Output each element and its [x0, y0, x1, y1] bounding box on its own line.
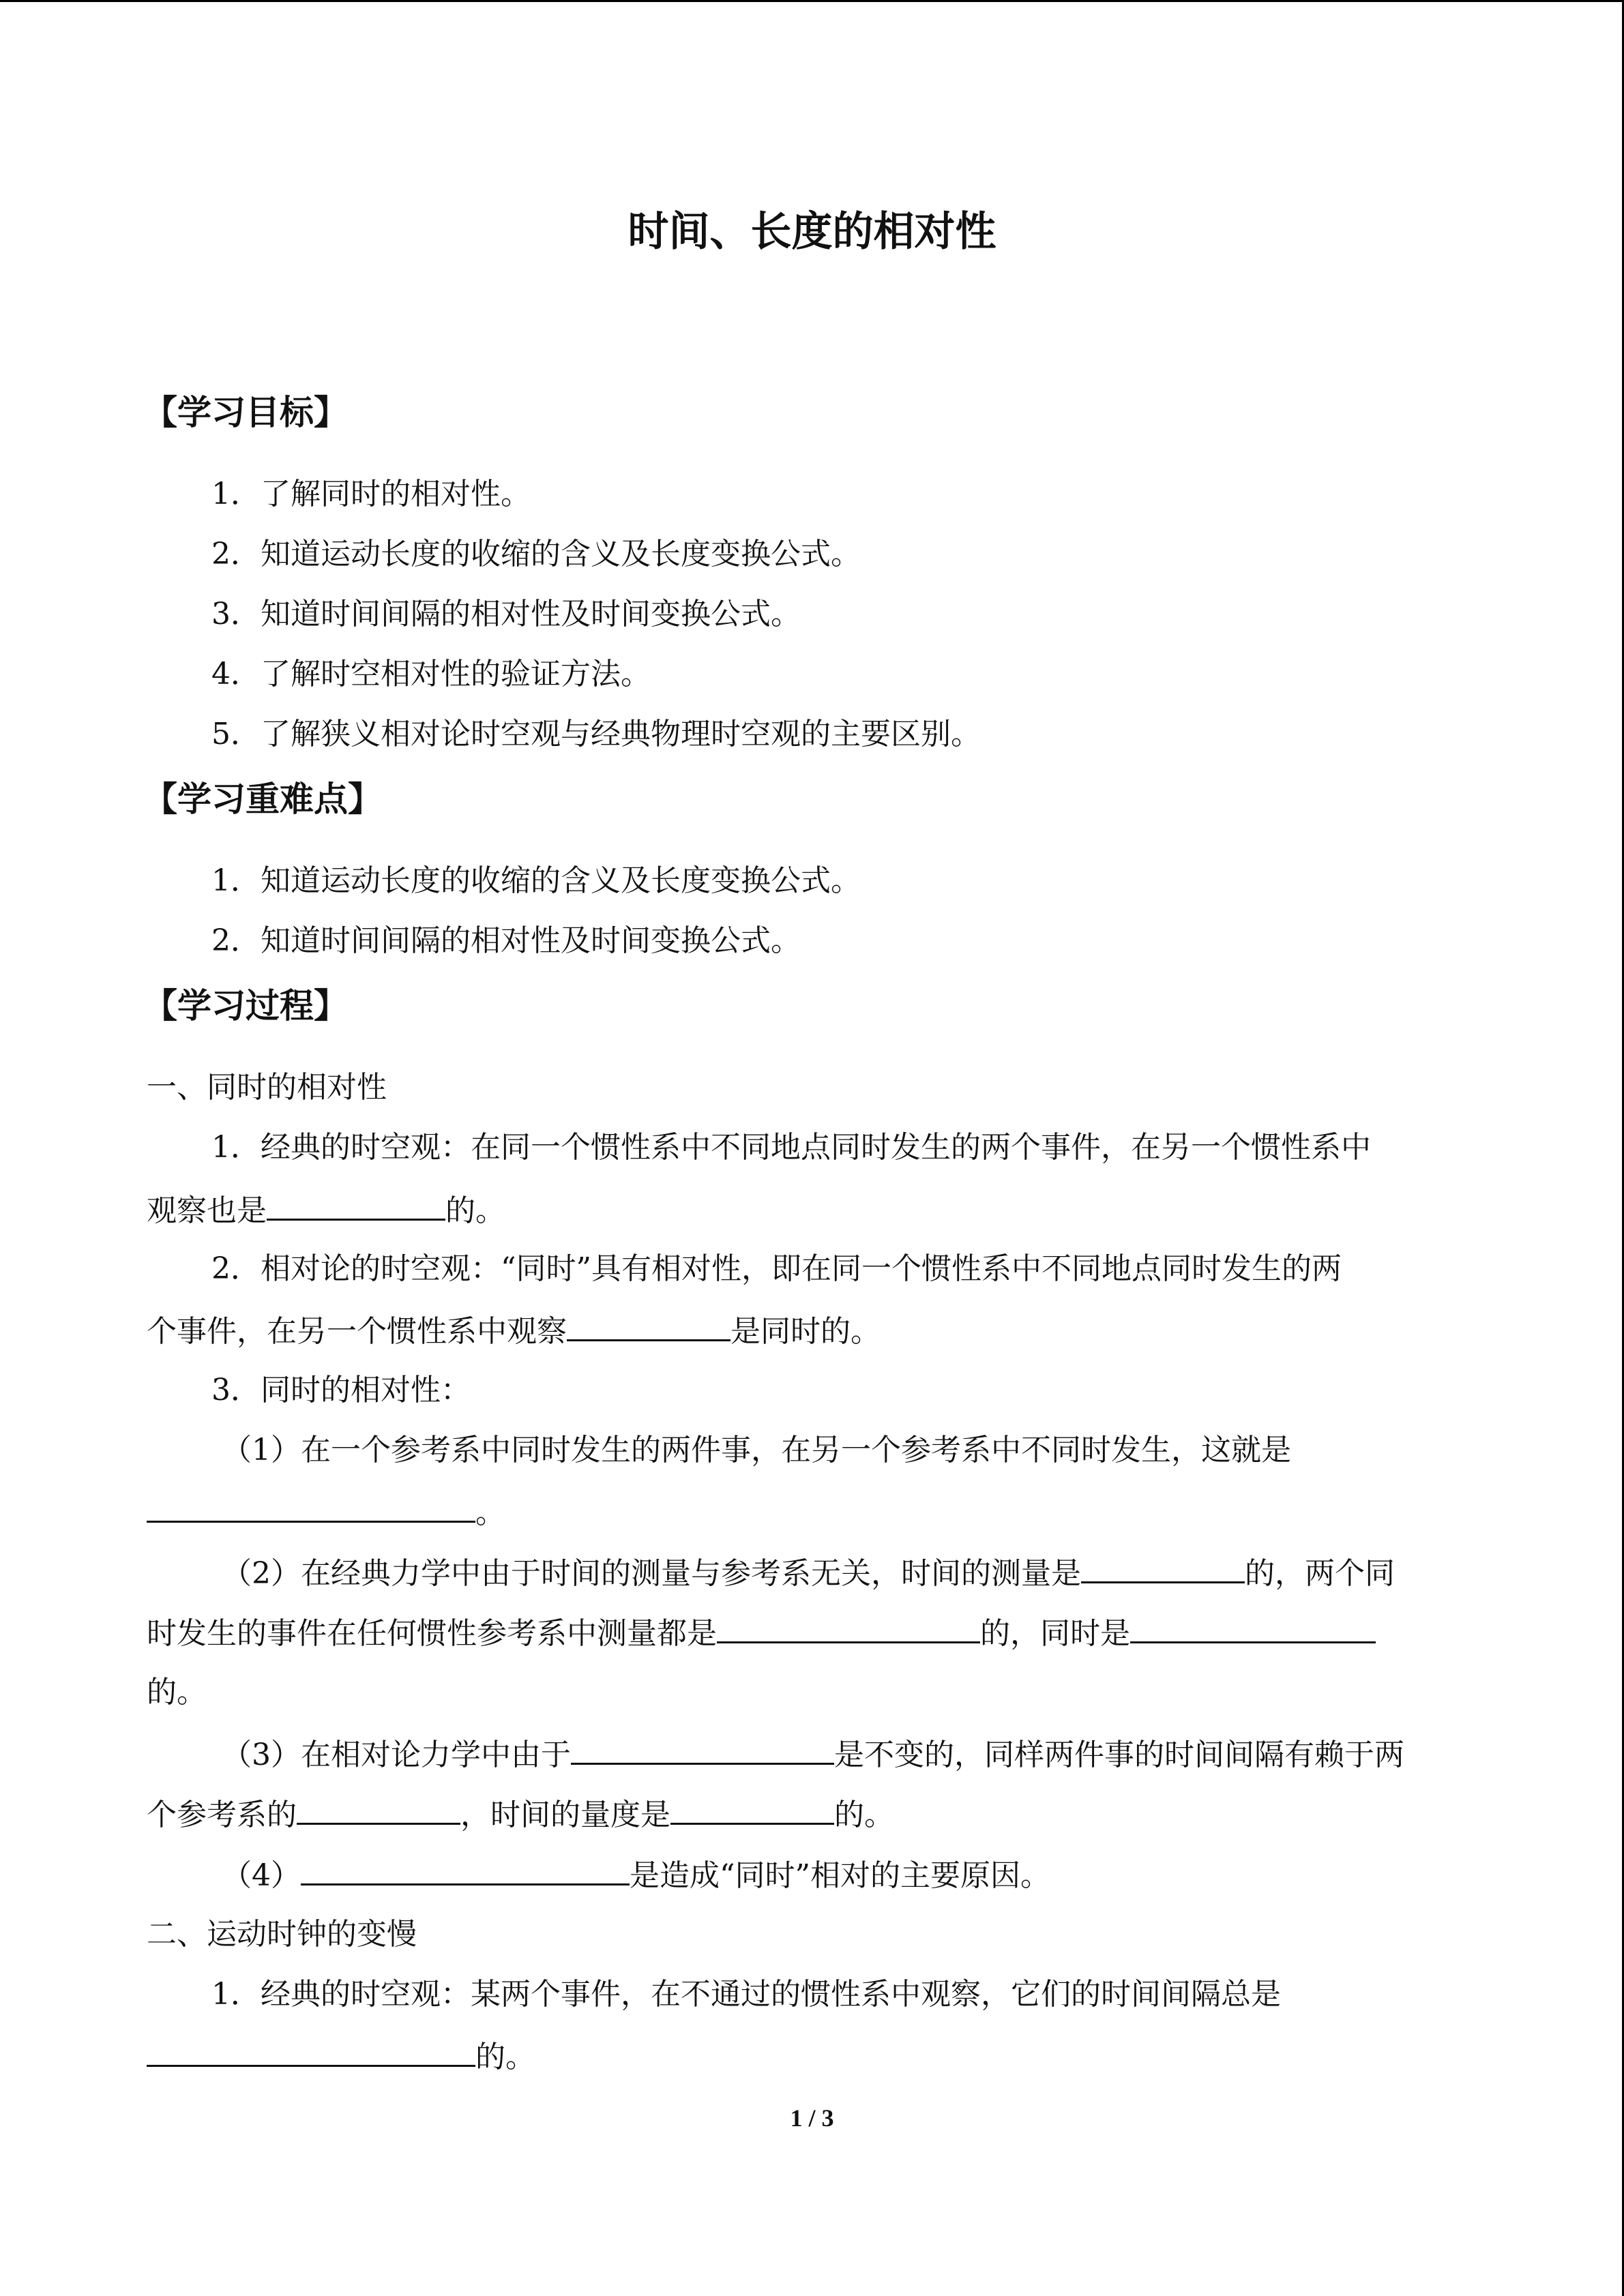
part2-p1-line1: 1．经典的时空观：某两个事件，在不通过的惯性系中观察，它们的时间间隔总是: [211, 1977, 1281, 2012]
answer-blank[interactable]: [297, 1793, 460, 1825]
part1-p1-line1: 1．经典的时空观：在同一个惯性系中不同地点同时发生的两个事件，在另一个惯性系中: [211, 1130, 1371, 1165]
part1-q4: [222, 1853, 1050, 1896]
answer-blank[interactable]: [1130, 1611, 1376, 1643]
text: 的，同时是: [980, 1616, 1130, 1651]
answer-blank[interactable]: [301, 1853, 630, 1885]
text: 的。: [834, 1798, 894, 1832]
part1-p3: 3．同时的相对性：: [211, 1373, 471, 1407]
page-title: 时间、长度的相对性: [628, 208, 996, 256]
part1-q2-line3: 的。: [147, 1675, 207, 1710]
text: （2）在经典力学中由于时间的测量与参考系无关，时间的测量是: [222, 1556, 1081, 1591]
text: （4）: [222, 1858, 301, 1893]
text: （3）在相对论力学中由于: [222, 1738, 571, 1772]
objective-item: 4．了解时空相对性的验证方法。: [211, 657, 651, 691]
text: 个事件，在另一个惯性系中观察: [147, 1314, 567, 1349]
heading-process: 【学习过程】: [143, 986, 348, 1026]
page-border-top: [0, 0, 1624, 2]
key-point-item: 1．知道运动长度的收缩的含义及长度变换公式。: [211, 863, 861, 898]
text: 是造成“同时”相对的主要原因。: [630, 1858, 1050, 1893]
answer-blank[interactable]: [1081, 1551, 1245, 1583]
objective-item: 3．知道时间间隔的相对性及时间变换公式。: [211, 597, 801, 631]
part1-q1-line2: [147, 1491, 505, 1534]
text: 是不变的，同样两件事的时间间隔有赖于两: [834, 1738, 1404, 1772]
text: 的，两个同: [1245, 1556, 1395, 1591]
answer-blank[interactable]: [267, 1189, 445, 1221]
text: 的。: [445, 1193, 505, 1228]
answer-blank[interactable]: [567, 1309, 730, 1341]
text: 的。: [475, 2040, 535, 2074]
text: 。: [475, 1495, 505, 1530]
text: 观察也是: [147, 1193, 267, 1228]
part1-q3-line2: [147, 1793, 894, 1836]
part2-p1-line2: [147, 2035, 535, 2078]
part2-title: 二、运动时钟的变慢: [147, 1917, 417, 1952]
answer-blank[interactable]: [670, 1793, 834, 1825]
heading-key-points: 【学习重难点】: [143, 779, 382, 819]
key-point-item: 2．知道时间间隔的相对性及时间变换公式。: [211, 923, 801, 958]
part1-q2-line1: [222, 1551, 1395, 1594]
part1-q1-line1: （1）在一个参考系中同时发生的两件事，在另一个参考系中不同时发生，这就是: [222, 1433, 1291, 1467]
objective-item: 2．知道运动长度的收缩的含义及长度变换公式。: [211, 537, 861, 571]
part1-p1-line2: [147, 1189, 505, 1232]
text: 个参考系的: [147, 1798, 297, 1832]
part1-q3-line1: [222, 1733, 1404, 1776]
text: ，时间的量度是: [460, 1798, 670, 1832]
text: 是同时的。: [730, 1314, 881, 1349]
answer-blank[interactable]: [147, 1491, 475, 1523]
part1-q2-line2: [147, 1611, 1376, 1654]
part1-title: 一、同时的相对性: [147, 1070, 387, 1105]
text: 时发生的事件在任何惯性参考系中测量都是: [147, 1616, 717, 1651]
heading-objectives: 【学习目标】: [143, 393, 348, 432]
page-number: 1 / 3: [790, 2104, 834, 2132]
part1-p2-line2: [147, 1309, 881, 1352]
answer-blank[interactable]: [717, 1611, 980, 1643]
answer-blank[interactable]: [571, 1733, 834, 1765]
part1-p2-line1: 2．相对论的时空观：“同时”具有相对性，即在同一个惯性系中不同地点同时发生的两: [211, 1251, 1342, 1286]
objective-item: 1．了解同时的相对性。: [211, 477, 531, 511]
answer-blank[interactable]: [147, 2035, 475, 2067]
objective-item: 5．了解狭义相对论时空观与经典物理时空观的主要区别。: [211, 717, 981, 751]
